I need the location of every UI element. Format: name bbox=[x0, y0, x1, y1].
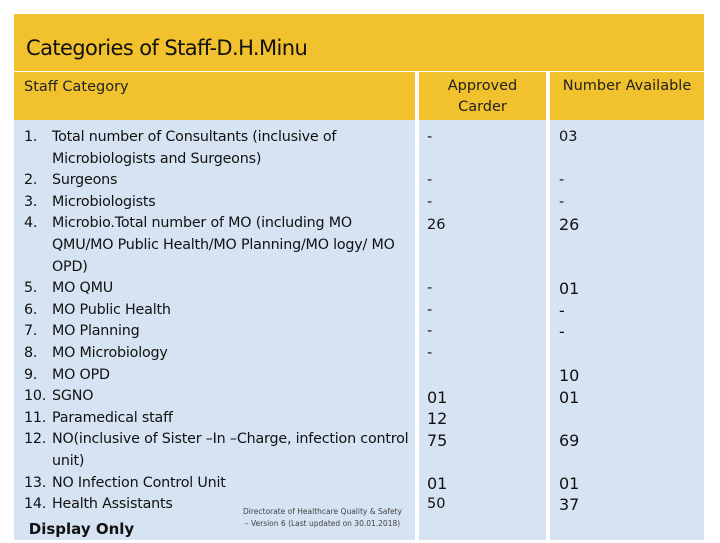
list-item bbox=[24, 278, 414, 300]
item-label: Microbiologists bbox=[52, 193, 156, 210]
available-value: - bbox=[559, 172, 565, 188]
list-item bbox=[24, 408, 414, 430]
item-label: Surgeons bbox=[52, 172, 118, 189]
item-number: 14. bbox=[24, 496, 47, 513]
approved-value: - bbox=[427, 323, 433, 339]
approved-value: - bbox=[427, 345, 433, 361]
item-label: SGNO bbox=[52, 388, 94, 405]
item-number: 6. bbox=[24, 301, 38, 318]
list-item bbox=[24, 300, 414, 322]
approved-value: - bbox=[427, 172, 433, 188]
header-staff-category: Staff Category bbox=[24, 79, 129, 95]
available-value: 03 bbox=[559, 129, 578, 145]
list-item bbox=[24, 170, 414, 192]
item-number: 12. bbox=[24, 431, 47, 448]
display-only-button[interactable]: Display Only bbox=[19, 516, 144, 540]
available-value: 26 bbox=[559, 215, 580, 234]
column-divider bbox=[546, 72, 550, 540]
item-number: 10. bbox=[24, 388, 47, 405]
item-label: NO Infection Control Unit bbox=[52, 474, 226, 491]
header-number-available: Number Available bbox=[562, 78, 692, 94]
item-label: MO Planning bbox=[52, 323, 140, 340]
item-label: MO Public Health bbox=[52, 301, 171, 318]
available-value: 10 bbox=[559, 366, 580, 385]
item-number: 9. bbox=[24, 366, 38, 383]
item-number: 3. bbox=[24, 193, 38, 210]
item-number: 7. bbox=[24, 323, 38, 340]
available-value: 01 bbox=[559, 474, 580, 493]
approved-value: 50 bbox=[427, 496, 446, 512]
item-label: MO OPD bbox=[52, 366, 110, 383]
header-approved-line1: Approved bbox=[447, 78, 518, 94]
list-item bbox=[24, 473, 414, 495]
header-approved-line2: Carder bbox=[458, 99, 507, 115]
footer-note: Directorate of Healthcare Quality & Safety – Version 6 (Last updated on 30.01.2018) bbox=[243, 507, 402, 528]
item-number: 2. bbox=[24, 172, 38, 189]
approved-value: - bbox=[427, 194, 433, 210]
item-label: Paramedical staff bbox=[52, 409, 173, 426]
column-divider bbox=[415, 72, 419, 540]
item-number: 5. bbox=[24, 280, 38, 297]
list-item bbox=[24, 429, 414, 472]
item-number: 4. bbox=[24, 215, 38, 232]
list-item bbox=[24, 192, 414, 214]
available-value: - bbox=[559, 301, 565, 320]
title-bar bbox=[14, 14, 704, 71]
available-value: 37 bbox=[559, 495, 580, 514]
item-label: MO QMU bbox=[52, 280, 113, 297]
list-item bbox=[24, 127, 414, 170]
header-approved-carder bbox=[419, 76, 546, 118]
staff-category-list bbox=[24, 127, 414, 516]
item-label: Total number of Consultants (inclusive of Microbiologists and Surgeons) bbox=[52, 129, 337, 167]
approved-value: - bbox=[427, 129, 433, 145]
item-number: 13. bbox=[24, 474, 47, 491]
item-number: 11. bbox=[24, 409, 47, 426]
item-label: Microbio.Total number of MO (including MO QMU/MO Public Health/MO Planning/MO logy/ MO OPD) bbox=[52, 215, 395, 275]
approved-value: - bbox=[427, 280, 433, 296]
available-value: - bbox=[559, 194, 565, 210]
page-title: Categories of Staff-D.H.Minu bbox=[26, 36, 308, 60]
list-item bbox=[24, 343, 414, 365]
approved-value: 12 bbox=[427, 409, 448, 428]
list-item bbox=[24, 386, 414, 408]
available-value: 69 bbox=[559, 431, 580, 450]
list-item bbox=[24, 365, 414, 387]
approved-value: 01 bbox=[427, 474, 448, 493]
item-number: 8. bbox=[24, 344, 38, 361]
approved-value: 26 bbox=[427, 217, 446, 233]
available-value: 01 bbox=[559, 279, 580, 298]
approved-value: 75 bbox=[427, 431, 448, 450]
approved-value: - bbox=[427, 302, 433, 318]
item-label: MO Microbiology bbox=[52, 344, 168, 361]
approved-value: 01 bbox=[427, 388, 448, 407]
list-item bbox=[24, 213, 414, 278]
available-value: - bbox=[559, 322, 565, 341]
list-item bbox=[24, 321, 414, 343]
item-label: NO(inclusive of Sister –In –Charge, infection control unit) bbox=[52, 431, 409, 469]
available-value: 01 bbox=[559, 388, 580, 407]
item-number: 1. bbox=[24, 129, 38, 145]
item-label: Health Assistants bbox=[52, 496, 173, 513]
